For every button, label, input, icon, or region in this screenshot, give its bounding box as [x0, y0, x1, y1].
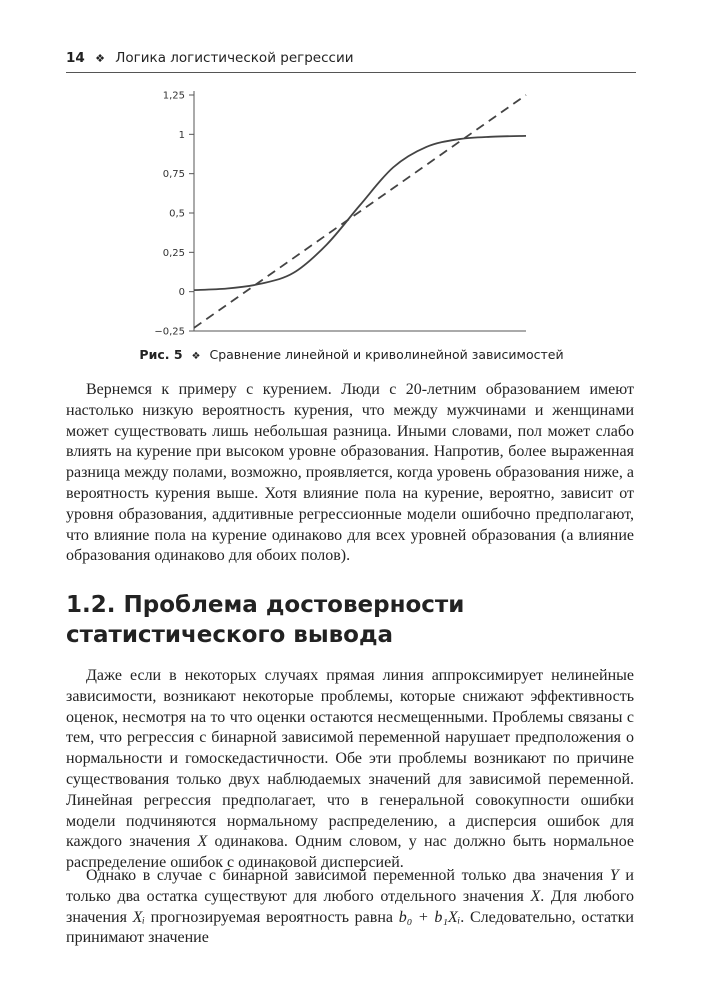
- math-variable: X: [530, 887, 541, 905]
- page-number: 14: [66, 50, 85, 66]
- y-tick-label: −0,25: [154, 326, 185, 338]
- paragraph-text: Однако в случае с бинарной зависимой переменной только два значения: [86, 867, 610, 884]
- paragraph-text: одинакова. Одним словом, у нас должно быть нормальное распределение ошибок с одинаковой дисперсией.: [66, 833, 634, 872]
- paragraph-problems: [66, 666, 634, 874]
- paragraph-text: прогнозируемая вероятность равна: [144, 908, 399, 926]
- series-line-curve: [194, 136, 526, 290]
- math-formula: b₀ + b₁Xᵢ: [398, 908, 461, 926]
- math-variable: Y: [609, 867, 619, 884]
- paragraph-smoking: Вернемся к примеру с курением. Люди с 20-летним образованием имеют настолько низкую вероятность курения, что между мужчинами и женщинами может существовать лишь небольшая разница. Иными словами, пол может слабо влиять на курение при высоком уровне образования. Напротив, более выраженная разница между полами, возможно, проявляется, когда уровень образования ниже, а вероятность курения выше. Хотя влияние пола на курение, вероятно, зависит от уровня образования, аддитивные регрессионные модели ошибочно предполагают, что влияние пола на курение одинаково для всех уровней образования (а влияние образования одинаково для обоих полов).: [66, 381, 634, 565]
- y-tick-label: 0,25: [162, 247, 185, 259]
- y-tick-label: 0,5: [169, 208, 185, 220]
- paragraph-text: Даже если в некоторых случаях прямая линия аппроксимирует нелинейные зависимости, возникают некоторые проблемы, которые снижают эффективность оценок, несмотря на то что оценки остаются несмещенными. Проблемы связаны с тем, что регрессия с бинарной зависимой переменной нарушает предположения о нормальности и гомоскедастичности. Обе эти проблемы возникают по причине существования только двух наблюдаемых значений для зависимой переменной. Линейная регрессия предполагает, что в генеральной совокупности ошибки модели подчиняются нормальному распределению, а дисперсия ошибок для каждого значения: [66, 667, 634, 851]
- y-tick-label: 1: [178, 129, 185, 141]
- math-variable: Xᵢ: [132, 908, 145, 926]
- figure-caption: [0, 347, 703, 362]
- running-header: [66, 50, 626, 72]
- y-tick-label: 1,25: [162, 90, 185, 102]
- paragraph-text: . Следовательно, остатки принимают значение: [66, 908, 634, 947]
- series-line-linear: [194, 95, 526, 328]
- paragraph-binary: [66, 866, 634, 949]
- caption-label: Рис. 5: [139, 347, 183, 362]
- paragraph-text: . Для любого значения: [66, 887, 634, 926]
- y-tick-label: 0,75: [162, 169, 185, 181]
- running-title: Логика логистической регрессии: [115, 50, 354, 66]
- header-rule: [66, 72, 636, 73]
- diamond-separator-icon: ❖: [95, 52, 105, 65]
- caption-text: Сравнение линейной и криволинейной зависимостей: [209, 347, 564, 362]
- paragraph-text: и только два остатка существуют для любого отдельного значения: [66, 867, 634, 905]
- diamond-separator-icon: ❖: [191, 351, 201, 362]
- section-heading: 1.2. Проблема достоверности статистического вывода: [66, 592, 465, 648]
- math-variable: X: [197, 833, 208, 851]
- y-tick-label: 0: [178, 287, 185, 299]
- figure-chart: [150, 85, 550, 345]
